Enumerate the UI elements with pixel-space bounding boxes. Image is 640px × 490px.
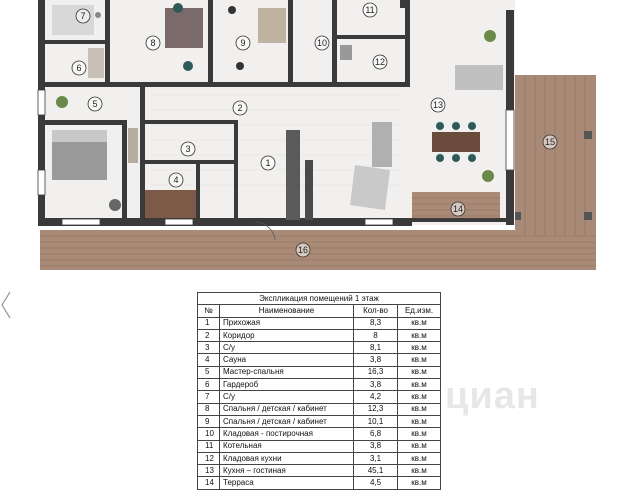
room-marker-4 <box>169 173 183 187</box>
cell-unit: кв.м <box>398 415 441 427</box>
table-row <box>198 342 441 354</box>
chair <box>109 199 121 211</box>
cell-unit: кв.м <box>398 403 441 415</box>
cell-unit: кв.м <box>398 440 441 452</box>
svg-text:5: 5 <box>92 99 98 109</box>
chair <box>183 61 193 71</box>
cell-unit: кв.м <box>398 477 441 489</box>
room-marker-10 <box>315 36 329 50</box>
master-bed-pillows <box>52 130 107 142</box>
explication-table-wrap <box>197 292 440 490</box>
cell-unit: кв.м <box>398 391 441 403</box>
cell-name: Прихожая <box>220 317 354 329</box>
svg-text:2: 2 <box>237 103 243 113</box>
table-row <box>198 440 441 452</box>
living-sofa-back <box>372 122 392 167</box>
cell-name: Спальня / детская / кабинет <box>220 415 354 427</box>
table-caption-row <box>198 293 441 305</box>
room-marker-2 <box>233 101 247 115</box>
room-marker-1 <box>261 156 275 170</box>
sofa-room-9 <box>258 8 286 43</box>
svg-text:7: 7 <box>80 11 86 21</box>
cell-name: Терраса <box>220 477 354 489</box>
cell-value: 10,1 <box>354 415 398 427</box>
cell-num: 14 <box>198 477 220 489</box>
cell-unit: кв.м <box>398 366 441 378</box>
cell-unit: кв.м <box>398 465 441 477</box>
explication-table <box>197 292 441 490</box>
cell-num: 9 <box>198 415 220 427</box>
header-name: Наименование <box>220 305 354 317</box>
cell-value: 12,3 <box>354 403 398 415</box>
table-row <box>198 452 441 464</box>
cell-unit: кв.м <box>398 317 441 329</box>
wardrobe-6 <box>88 48 104 78</box>
cell-num: 3 <box>198 342 220 354</box>
svg-text:4: 4 <box>173 175 179 185</box>
cell-num: 10 <box>198 428 220 440</box>
chair <box>236 62 244 70</box>
table-row <box>198 477 441 489</box>
svg-text:8: 8 <box>150 38 156 48</box>
table-row <box>198 415 441 427</box>
svg-text:14: 14 <box>452 204 464 214</box>
coat-rack <box>305 160 313 220</box>
sauna-bench <box>142 190 197 218</box>
cell-name: Кухня – гостиная <box>220 465 354 477</box>
table-row <box>198 403 441 415</box>
plant <box>482 170 494 182</box>
boiler <box>340 45 352 60</box>
header-unit: Ед.изм. <box>398 305 441 317</box>
cell-value: 8 <box>354 329 398 341</box>
cell-value: 16,3 <box>354 366 398 378</box>
cell-name: Коридор <box>220 329 354 341</box>
room-marker-13 <box>431 98 445 112</box>
kitchen-island <box>455 65 503 90</box>
svg-text:12: 12 <box>374 57 386 67</box>
entry-door-panel <box>286 130 300 220</box>
cell-name: Кладовая - постирочная <box>220 428 354 440</box>
deck-post <box>515 212 521 220</box>
svg-text:16: 16 <box>297 245 309 255</box>
cell-name: Мастер-спальня <box>220 366 354 378</box>
cell-unit: кв.м <box>398 428 441 440</box>
table-row <box>198 465 441 477</box>
cell-num: 6 <box>198 379 220 391</box>
cell-num: 1 <box>198 317 220 329</box>
svg-text:3: 3 <box>185 144 191 154</box>
room-marker-6 <box>72 61 86 75</box>
room-marker-12 <box>373 55 387 69</box>
deck-post <box>584 131 592 139</box>
svg-text:11: 11 <box>365 5 375 15</box>
cell-num: 5 <box>198 366 220 378</box>
table-row <box>198 391 441 403</box>
plant <box>484 30 496 42</box>
table-row <box>198 329 441 341</box>
cell-name: Сауна <box>220 354 354 366</box>
cell-value: 45,1 <box>354 465 398 477</box>
cell-value: 3,1 <box>354 452 398 464</box>
table-row <box>198 379 441 391</box>
room-marker-8 <box>146 36 160 50</box>
svg-text:10: 10 <box>316 38 328 48</box>
terrace-deck-15 <box>515 75 596 235</box>
cell-value: 8,3 <box>354 317 398 329</box>
room-marker-15 <box>543 135 557 149</box>
room-marker-14 <box>451 202 465 216</box>
cell-num: 8 <box>198 403 220 415</box>
room-marker-11 <box>363 3 377 17</box>
svg-text:15: 15 <box>544 137 556 147</box>
header-num: № <box>198 305 220 317</box>
svg-text:9: 9 <box>240 38 246 48</box>
cell-name: Гардероб <box>220 379 354 391</box>
cell-value: 6,8 <box>354 428 398 440</box>
toilet <box>95 12 101 18</box>
table-row <box>198 317 441 329</box>
bed-room-8 <box>165 8 203 48</box>
dining-table <box>432 132 480 152</box>
cell-name: С/у <box>220 391 354 403</box>
table-caption: Экспликация помещений 1 этаж <box>198 293 441 305</box>
deck-post <box>584 212 592 220</box>
chevron-left-icon[interactable] <box>0 290 14 320</box>
cell-name: Котельная <box>220 440 354 452</box>
svg-text:13: 13 <box>432 100 444 110</box>
living-sofa <box>350 165 390 210</box>
cell-unit: кв.м <box>398 379 441 391</box>
cell-name: С/у <box>220 342 354 354</box>
cell-num: 13 <box>198 465 220 477</box>
cell-name: Спальня / детская / кабинет <box>220 403 354 415</box>
cell-value: 4,2 <box>354 391 398 403</box>
cell-value: 3,8 <box>354 379 398 391</box>
room-marker-5 <box>88 97 102 111</box>
svg-text:6: 6 <box>76 63 82 73</box>
room-marker-7 <box>76 9 90 23</box>
watermark: циан <box>445 375 540 417</box>
chair <box>173 3 183 13</box>
cell-unit: кв.м <box>398 354 441 366</box>
header-value: Кол-во <box>354 305 398 317</box>
wardrobe <box>128 128 138 163</box>
table-row <box>198 428 441 440</box>
chair <box>228 6 236 14</box>
cell-num: 11 <box>198 440 220 452</box>
cell-unit: кв.м <box>398 329 441 341</box>
table-row <box>198 354 441 366</box>
cell-unit: кв.м <box>398 342 441 354</box>
room-marker-3 <box>181 142 195 156</box>
table-header-row <box>198 305 441 317</box>
room-marker-16 <box>296 243 310 257</box>
cell-value: 3,8 <box>354 440 398 452</box>
room-marker-9 <box>236 36 250 50</box>
table-row <box>198 366 441 378</box>
cell-num: 2 <box>198 329 220 341</box>
cell-num: 4 <box>198 354 220 366</box>
plant <box>56 96 68 108</box>
svg-text:1: 1 <box>265 158 271 168</box>
cell-num: 7 <box>198 391 220 403</box>
cell-value: 8,1 <box>354 342 398 354</box>
cell-num: 12 <box>198 452 220 464</box>
cell-value: 4,5 <box>354 477 398 489</box>
cell-unit: кв.м <box>398 452 441 464</box>
cell-name: Кладовая кухни <box>220 452 354 464</box>
cell-value: 3,8 <box>354 354 398 366</box>
